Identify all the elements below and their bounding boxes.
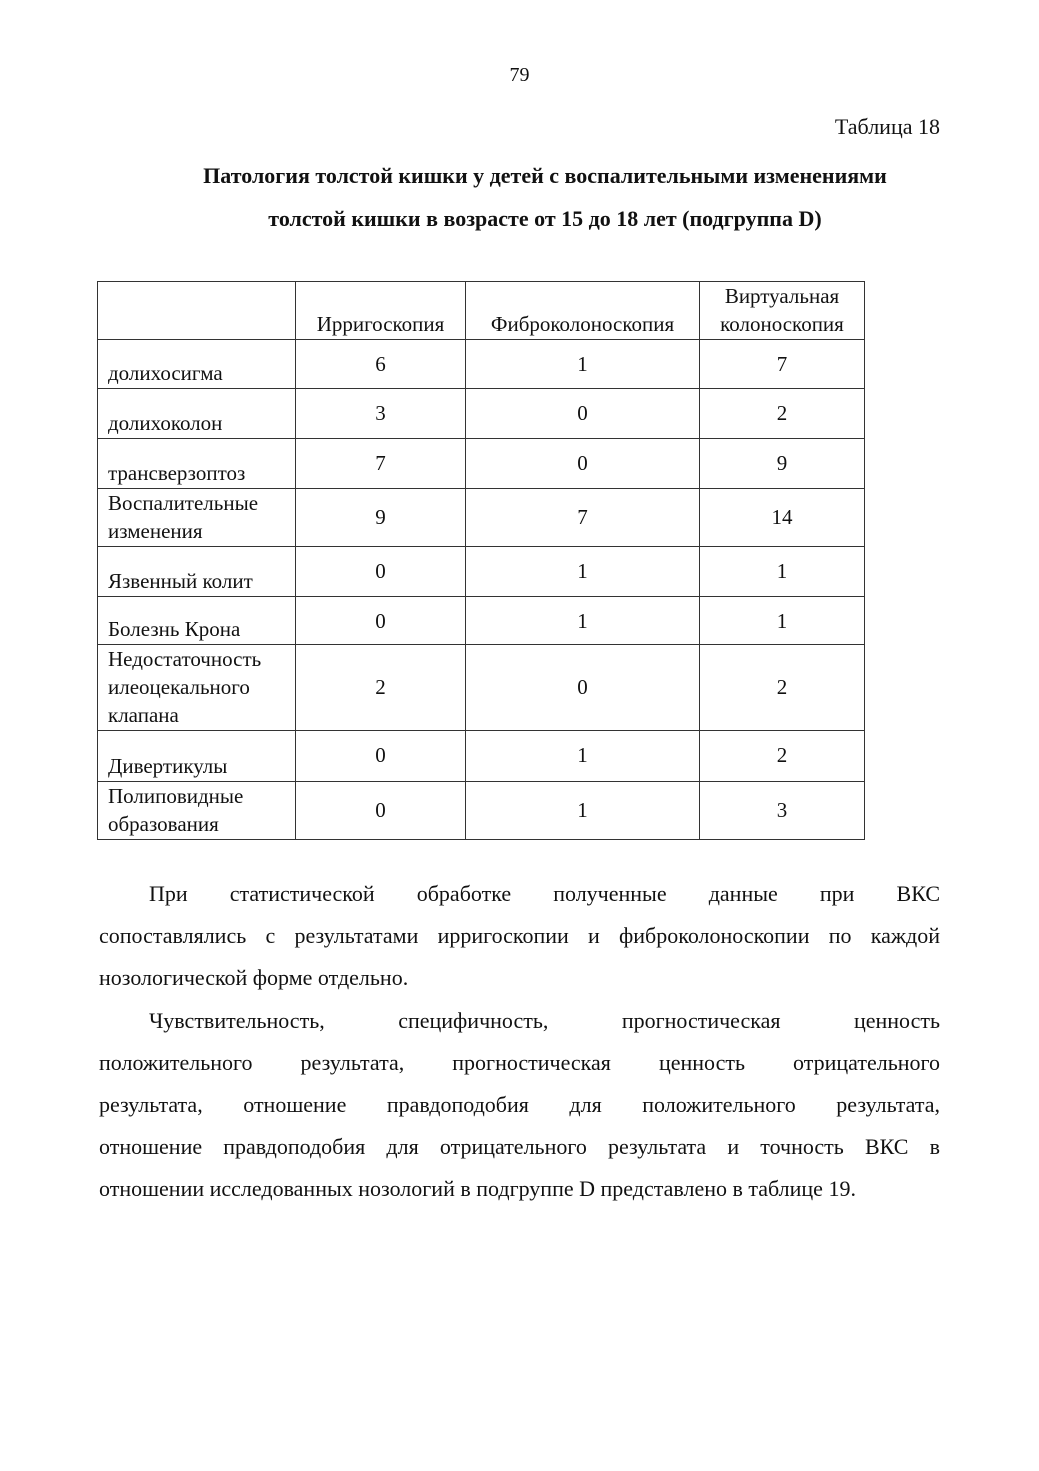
title-line: Патология толстой кишки у детей с воспалительными изменениями	[203, 163, 887, 188]
row-label: Дивертикулы	[98, 731, 296, 782]
table-row	[98, 389, 865, 439]
paragraph-sensitivity	[99, 1000, 940, 1210]
table-row	[98, 547, 865, 597]
table-row	[98, 340, 865, 389]
cell-fibrocolonoscopy: 7	[466, 489, 700, 547]
table-row	[98, 782, 865, 840]
cell-irrigoscopy: 6	[296, 340, 466, 389]
table-row	[98, 645, 865, 731]
paragraph-line: Чувствительность, специфичность, прогностическая ценность	[149, 1008, 940, 1033]
cell-fibrocolonoscopy: 1	[466, 340, 700, 389]
paragraph-line: При статистической обработке полученные данные при ВКС	[149, 881, 940, 906]
cell-virtual-colonoscopy: 1	[700, 597, 865, 645]
table-row	[98, 489, 865, 547]
table-header-row	[98, 282, 865, 340]
header-fibrocolonoscopy: Фиброколоноскопия	[466, 282, 700, 340]
table-row	[98, 597, 865, 645]
cell-irrigoscopy: 3	[296, 389, 466, 439]
cell-virtual-colonoscopy: 14	[700, 489, 865, 547]
paragraph-line: результата, отношение правдоподобия для положительного результата,	[99, 1092, 940, 1117]
table-row	[98, 439, 865, 489]
cell-fibrocolonoscopy: 1	[466, 782, 700, 840]
paragraph-statistics	[99, 873, 940, 999]
paragraph-line: отношении исследованных нозологий в подгруппе D представлено в таблице 19.	[99, 1176, 856, 1201]
row-label: долихосигма	[98, 340, 296, 389]
row-label: Воспалительные изменения	[98, 489, 296, 547]
cell-virtual-colonoscopy: 7	[700, 340, 865, 389]
cell-irrigoscopy: 0	[296, 547, 466, 597]
paragraph-line: сопоставлялись с результатами ирригоскопии и фиброколоноскопии по каждой	[99, 923, 940, 948]
paragraph-line: нозологической форме отдельно.	[99, 965, 409, 990]
cell-fibrocolonoscopy: 1	[466, 597, 700, 645]
cell-irrigoscopy: 0	[296, 782, 466, 840]
pathology-table	[97, 281, 865, 840]
header-empty	[98, 282, 296, 340]
table-label: Таблица 18	[834, 114, 940, 139]
header-virtual-colonoscopy: Виртуальная колоноскопия	[700, 282, 865, 340]
row-label: Недостаточность илеоцекального клапана	[98, 645, 296, 731]
cell-virtual-colonoscopy: 2	[700, 389, 865, 439]
cell-fibrocolonoscopy: 0	[466, 439, 700, 489]
cell-irrigoscopy: 7	[296, 439, 466, 489]
cell-irrigoscopy: 0	[296, 597, 466, 645]
row-label: долихоколон	[98, 389, 296, 439]
cell-virtual-colonoscopy: 1	[700, 547, 865, 597]
cell-virtual-colonoscopy: 9	[700, 439, 865, 489]
cell-irrigoscopy: 9	[296, 489, 466, 547]
row-label: трансверзоптоз	[98, 439, 296, 489]
row-label: Язвенный колит	[98, 547, 296, 597]
row-label: Болезнь Крона	[98, 597, 296, 645]
cell-fibrocolonoscopy: 0	[466, 389, 700, 439]
header-irrigoscopy: Ирригоскопия	[296, 282, 466, 340]
row-label: Полиповидные образования	[98, 782, 296, 840]
cell-fibrocolonoscopy: 1	[466, 547, 700, 597]
cell-irrigoscopy: 2	[296, 645, 466, 731]
cell-fibrocolonoscopy: 1	[466, 731, 700, 782]
cell-fibrocolonoscopy: 0	[466, 645, 700, 731]
cell-virtual-colonoscopy: 3	[700, 782, 865, 840]
table-row	[98, 731, 865, 782]
page-number: 79	[509, 64, 530, 86]
table-title	[100, 154, 990, 240]
cell-irrigoscopy: 0	[296, 731, 466, 782]
cell-virtual-colonoscopy: 2	[700, 731, 865, 782]
title-line: толстой кишки в возрасте от 15 до 18 лет (подгруппа D)	[268, 206, 822, 231]
paragraph-line: положительного результата, прогностическая ценность отрицательного	[99, 1050, 940, 1075]
cell-virtual-colonoscopy: 2	[700, 645, 865, 731]
paragraph-line: отношение правдоподобия для отрицательного результата и точность ВКС в	[99, 1134, 940, 1159]
